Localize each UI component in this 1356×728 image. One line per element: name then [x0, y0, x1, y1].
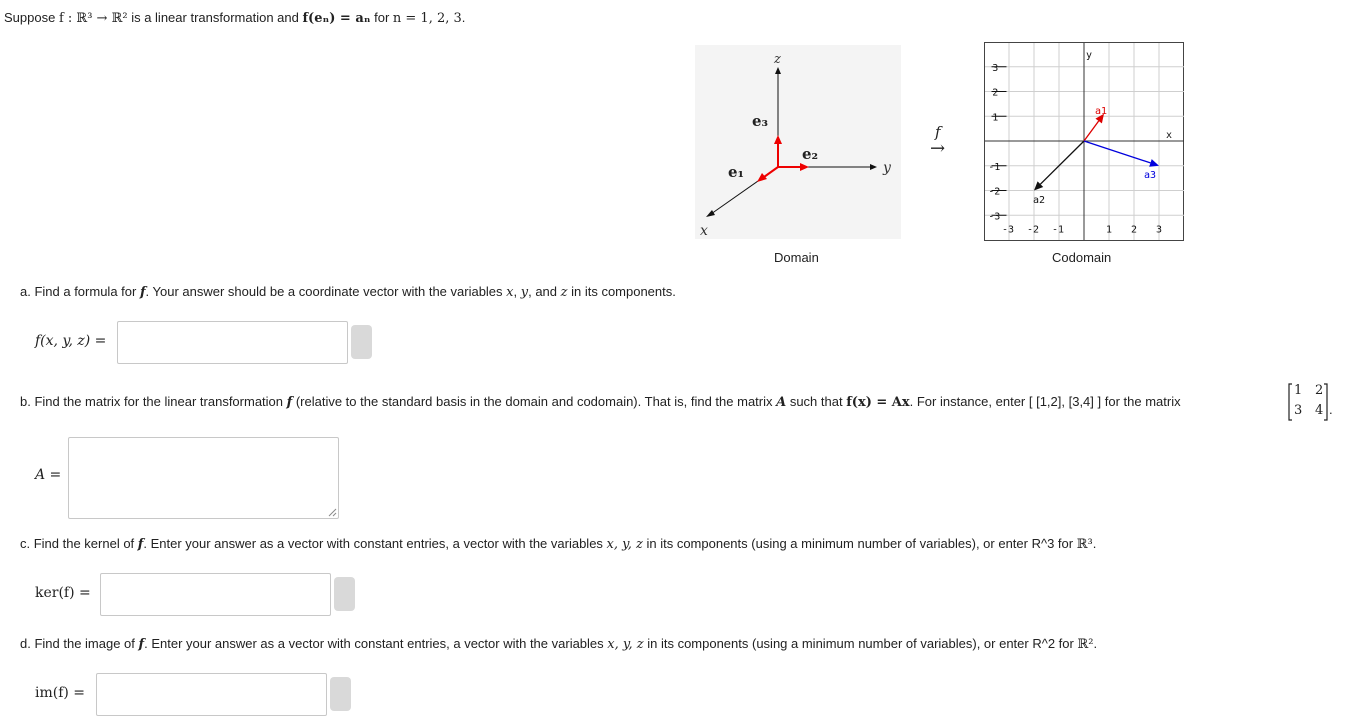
codomain-axis-x-label: x — [1166, 130, 1173, 141]
intro-end: . — [461, 10, 466, 25]
part-a-z: z — [560, 285, 568, 300]
y-tick-label: -1 — [988, 161, 1001, 173]
part-c-question — [20, 536, 1096, 552]
y-tick-label: -2 — [988, 186, 1001, 198]
y-tick-label: -3 — [988, 211, 1001, 223]
part-b-f: f — [286, 395, 293, 410]
part-c-end: . — [1092, 536, 1097, 551]
x-tick-label: -3 — [1002, 224, 1015, 236]
part-a-x: x — [506, 285, 514, 300]
matrix-entry-22: 4 — [1315, 403, 1324, 418]
part-a-and: , and — [528, 284, 561, 299]
kernel-help-button[interactable] — [334, 577, 355, 611]
part-b-label: A = — [35, 467, 62, 483]
formula-help-button[interactable] — [351, 325, 372, 359]
part-c-space: ℝ³ — [1076, 537, 1093, 552]
part-d-tail: in its components (using a minimum number of variables), or enter R^2 for — [643, 636, 1078, 651]
domain-axis-y-label: y — [883, 160, 891, 176]
codomain-caption: Codomain — [1052, 250, 1112, 265]
domain-axis-z-label: z — [774, 52, 781, 67]
part-d-space: ℝ² — [1077, 637, 1094, 652]
part-c-post: . Enter your answer as a vector with constant entries, a vector with the variables — [143, 536, 607, 551]
part-d-f: f — [138, 637, 145, 652]
part-a-question — [20, 284, 676, 300]
part-b-eq: f(x) = Ax — [846, 395, 910, 410]
matrix-entry-11: 1 — [1294, 383, 1303, 398]
x-tick-label: 3 — [1156, 224, 1163, 236]
codomain-axis-y-label: y — [1086, 50, 1093, 61]
domain-plot — [695, 45, 901, 239]
part-d-post: . Enter your answer as a vector with constant entries, a vector with the variables — [144, 636, 608, 651]
part-c-f: f — [137, 537, 144, 552]
intro-mid: is a linear transformation and — [127, 10, 303, 25]
y-tick-label: 1 — [992, 112, 999, 124]
intro-n-range: n = 1, 2, 3 — [392, 11, 462, 26]
intro-prefix: Suppose — [4, 10, 59, 25]
part-d-end: . — [1093, 636, 1098, 651]
matrix-entry-21: 3 — [1294, 403, 1303, 418]
x-tick-label: -1 — [1052, 224, 1065, 236]
part-a-label: f(x, y, z) = — [35, 333, 107, 349]
part-b-post: . For instance, enter [ [1,2], [3,4] ] for the matrix — [909, 394, 1181, 409]
part-b-pre: b. Find the matrix for the linear transformation — [20, 394, 287, 409]
y-tick-label: 3 — [992, 62, 999, 74]
part-a-y: y — [520, 285, 529, 300]
intro-for: for — [370, 10, 393, 25]
part-d-vars: x, y, z — [607, 637, 644, 652]
part-c-label: ker(f) = — [35, 585, 91, 601]
example-matrix — [1287, 382, 1335, 422]
a2-label: a2 — [1033, 195, 1046, 206]
part-c-tail: in its components (using a minimum number of variables), or enter R^3 for — [642, 536, 1077, 551]
part-a-tail: in its components. — [567, 284, 676, 299]
part-d-label: im(f) = — [35, 685, 86, 701]
matrix-period: . — [1329, 402, 1333, 417]
image-help-button[interactable] — [330, 677, 351, 711]
kernel-input[interactable] — [100, 573, 331, 616]
e2-label: e₂ — [802, 145, 819, 163]
resize-handle-icon[interactable] — [328, 508, 337, 517]
part-a-post: . Your answer should be a coordinate vector with the variables — [145, 284, 507, 299]
x-tick-label: -2 — [1027, 224, 1040, 236]
map-f-label: f — [935, 123, 941, 141]
part-a-comma: , — [513, 284, 521, 299]
part-a-pre: a. Find a formula for — [20, 284, 140, 299]
codomain-plot — [984, 42, 1185, 242]
part-b-mid: (relative to the standard basis in the domain and codomain). That is, find the matrix — [292, 394, 777, 409]
part-d-question — [20, 636, 1097, 652]
part-c-vars: x, y, z — [606, 537, 643, 552]
a3-label: a3 — [1144, 170, 1157, 181]
e3-label: e₃ — [752, 112, 769, 130]
domain-caption: Domain — [774, 250, 819, 265]
part-c-pre: c. Find the kernel of — [20, 536, 138, 551]
part-a-f: f — [139, 285, 146, 300]
intro-f-def: f : ℝ³ → ℝ² — [58, 11, 128, 26]
matrix-textarea[interactable] — [68, 437, 339, 519]
part-b-question — [20, 394, 1181, 410]
y-tick-label: 2 — [992, 87, 999, 99]
part-b-A: A — [776, 395, 787, 410]
x-tick-label: 1 — [1106, 224, 1113, 236]
map-arrow: → — [930, 138, 946, 159]
part-d-pre: d. Find the image of — [20, 636, 139, 651]
a1-label: a1 — [1095, 106, 1108, 117]
intro-rule: f(eₙ) = aₙ — [302, 11, 371, 26]
e1-label: e₁ — [728, 163, 745, 181]
part-b-mid2: such that — [786, 394, 847, 409]
image-input[interactable] — [96, 673, 327, 716]
intro-text — [4, 10, 465, 26]
formula-input[interactable] — [117, 321, 348, 364]
matrix-entry-12: 2 — [1315, 383, 1324, 398]
domain-axis-x-label: x — [700, 223, 708, 239]
x-tick-label: 2 — [1131, 224, 1138, 236]
